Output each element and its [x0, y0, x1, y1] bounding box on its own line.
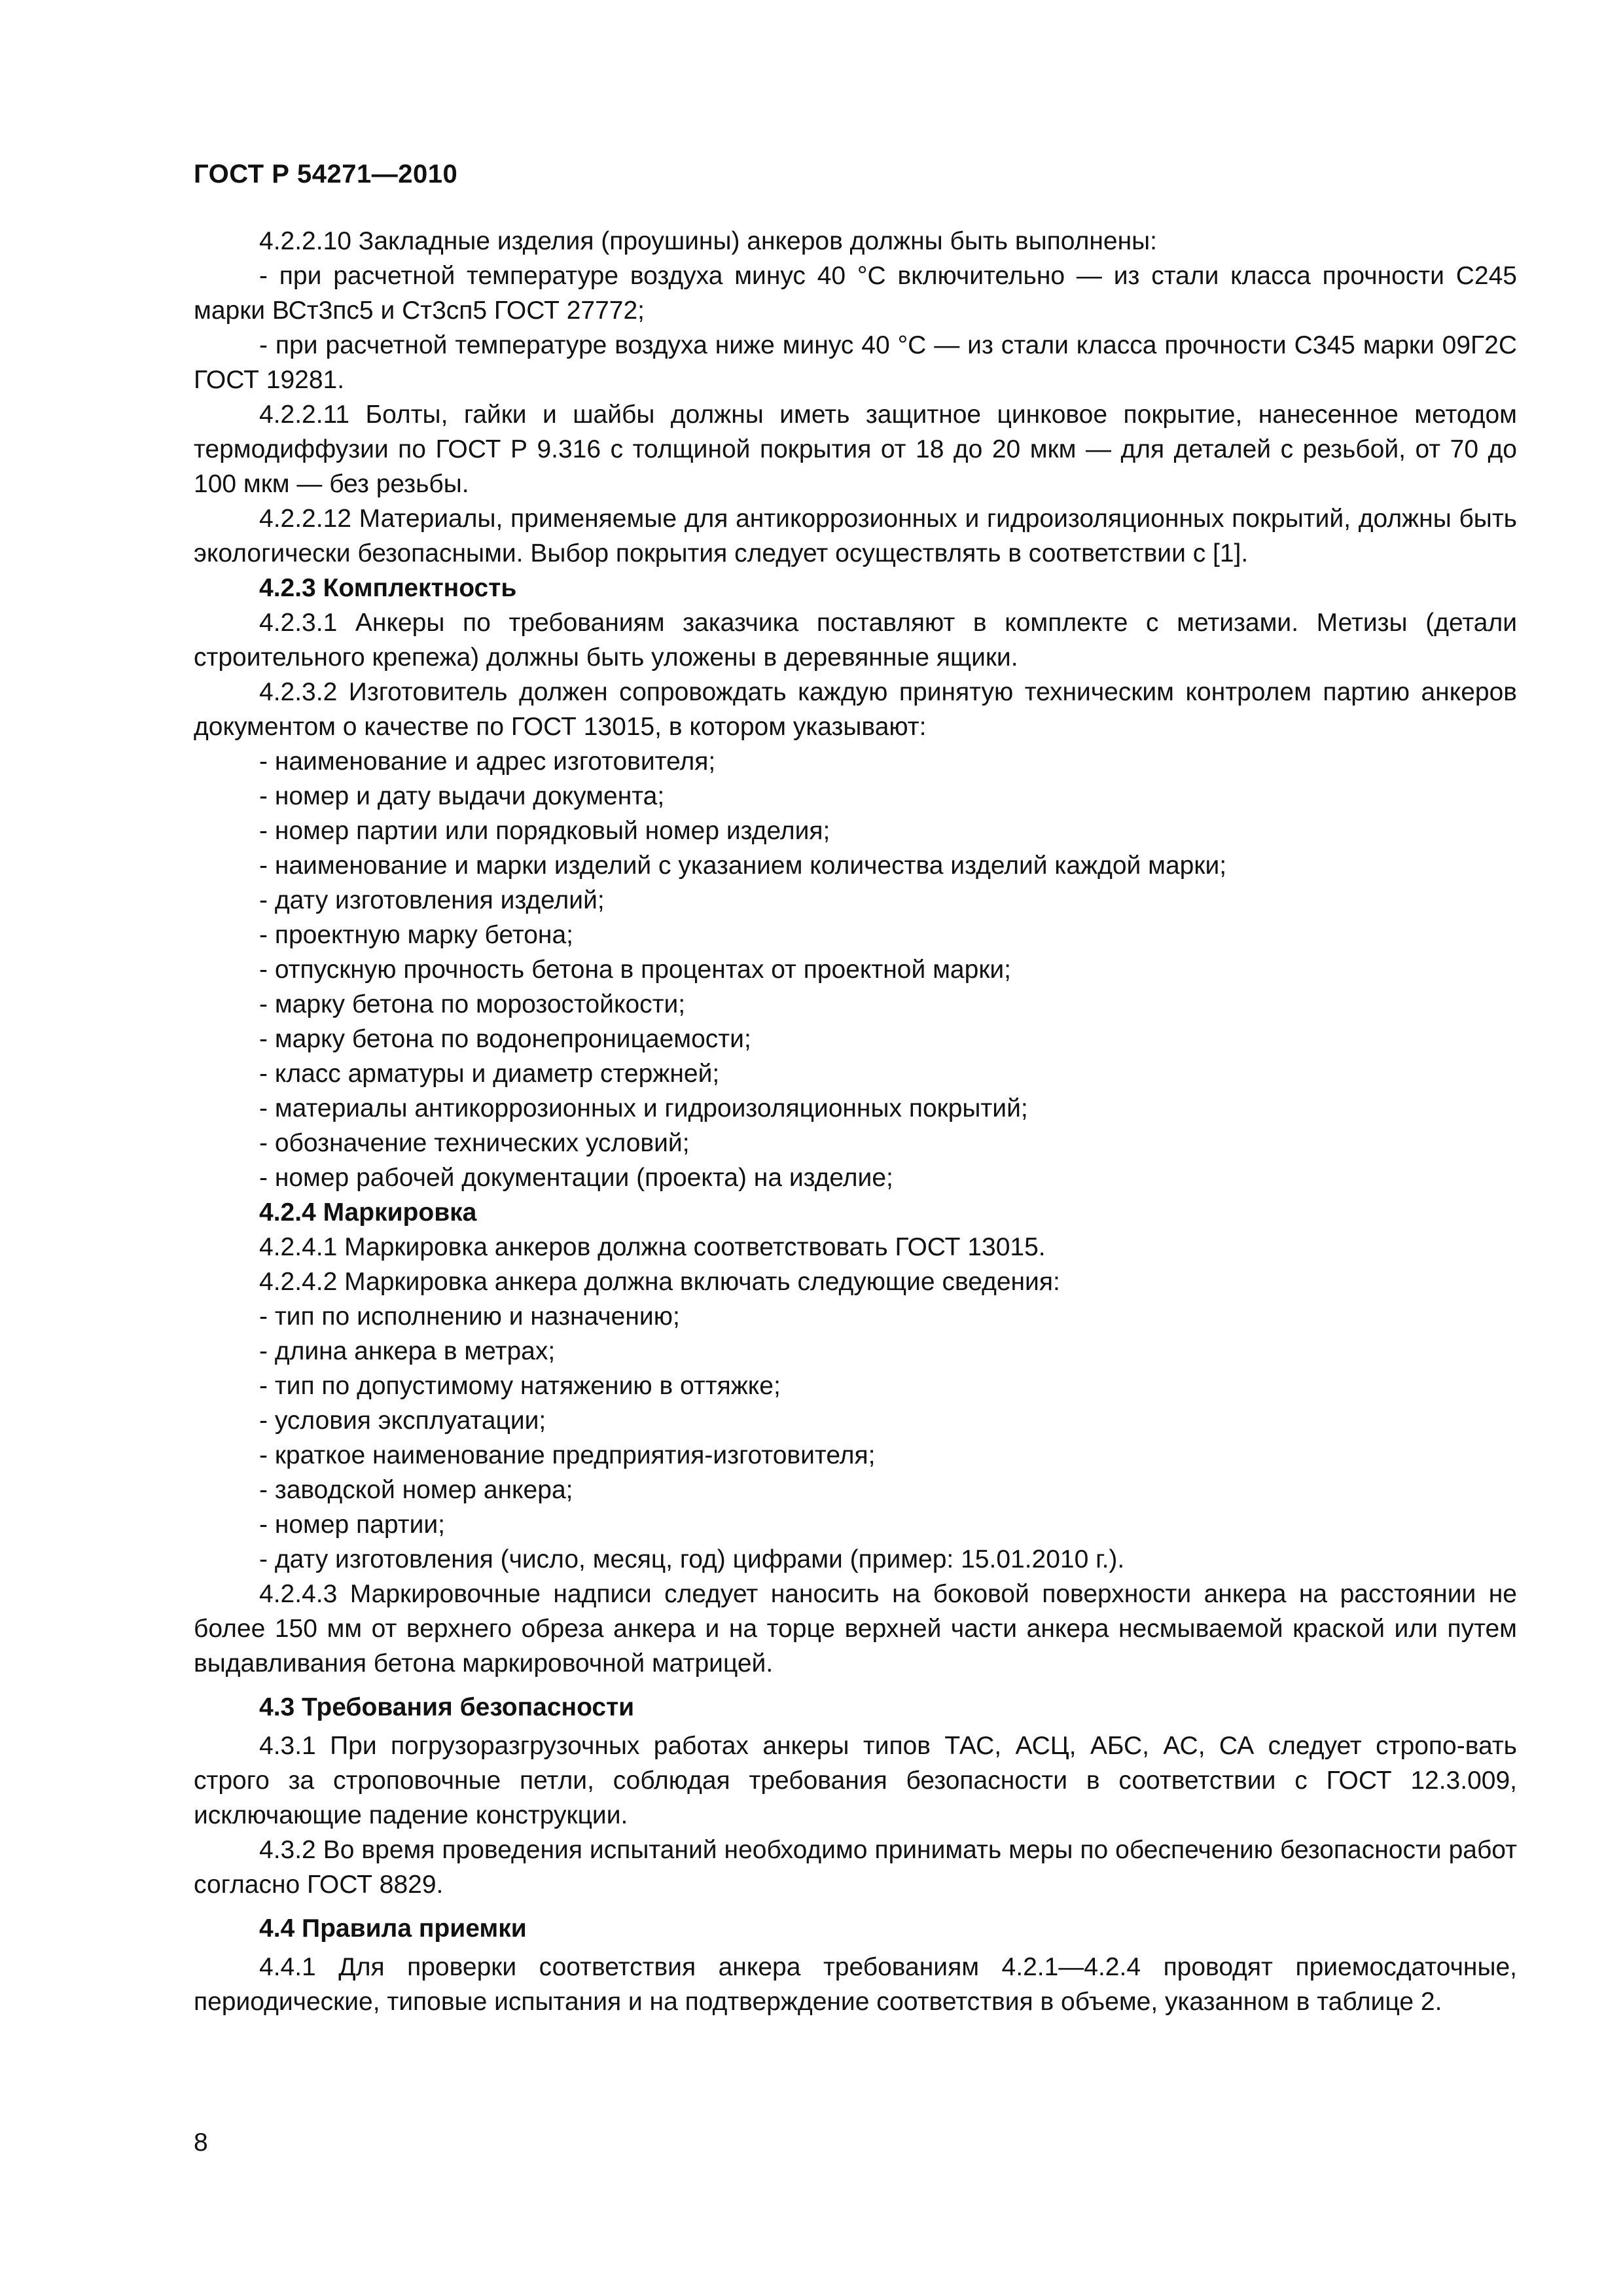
- paragraph-4-2-2-11: 4.2.2.11 Болты, гайки и шайбы должны иметь защитное цинковое покрытие, нанесенное методом термодиффузии по ГОСТ Р 9.316 с толщиной покрытия от 18 до 20 мкм — для деталей с резьбой, от 70 до 100 мкм — без резьбы.: [194, 401, 1517, 498]
- page-number: 8: [194, 2128, 208, 2157]
- list-item: - наименование и марки изделий с указанием количества изделий каждой марки;: [259, 852, 1227, 880]
- list-item: - наименование и адрес изготовителя;: [259, 747, 716, 776]
- heading-4-4: 4.4 Правила приемки: [259, 1914, 527, 1943]
- list-item: - материалы антикоррозионных и гидроизоляционных покрытий;: [259, 1094, 1028, 1122]
- standard-header: ГОСТ Р 54271—2010: [194, 160, 458, 188]
- paragraph-4-3-2: 4.3.2 Во время проведения испытаний необходимо принимать меры по обеспечению безопасности работ согласно ГОСТ 8829.: [194, 1836, 1517, 1899]
- list-item: - при расчетной температуре воздуха ниже минус 40 °С — из стали класса прочности С345 марки 09Г2С ГОСТ 19281.: [194, 331, 1517, 394]
- list-item: - проектную марку бетона;: [259, 921, 573, 949]
- list-item: - марку бетона по морозостойкости;: [259, 990, 686, 1018]
- list-item: - номер рабочей документации (проекта) на изделие;: [259, 1164, 893, 1192]
- list-item: - класс арматуры и диаметр стержней;: [259, 1060, 720, 1088]
- list-item: - при расчетной температуре воздуха минус 40 °С включительно — из стали класса прочности С245 марки ВСт3пс5 и Ст3сп5 ГОСТ 27772;: [194, 262, 1517, 325]
- list-item: - номер и дату выдачи документа;: [259, 782, 665, 810]
- heading-4-3: 4.3 Требования безопасности: [259, 1693, 635, 1721]
- marking-list: [194, 1299, 1517, 1577]
- list-item: - номер партии;: [259, 1511, 445, 1539]
- list-item: - тип по допустимому натяжению в оттяжке;: [259, 1372, 781, 1400]
- paragraph-4-2-4-2: 4.2.4.2 Маркировка анкера должна включать следующие сведения:: [259, 1268, 1060, 1296]
- paragraph-4-2-3-2: 4.2.3.2 Изготовитель должен сопровождать каждую принятую техническим контролем партию анкеров документом о качестве по ГОСТ 13015, в котором указывают:: [194, 678, 1517, 741]
- paragraph-4-2-4-3: 4.2.4.3 Маркировочные надписи следует наносить на боковой поверхности анкера на расстоянии не более 150 мм от верхнего обреза анкера и на торце верхней части анкера несмываемой краской или путем выдавливания бетона маркировочной матрицей.: [194, 1580, 1517, 1677]
- list-item: - дату изготовления изделий;: [259, 886, 605, 914]
- heading-4-2-3: 4.2.3 Комплектность: [259, 574, 517, 602]
- list-item: - дату изготовления (число, месяц, год) цифрами (пример: 15.01.2010 г.).: [259, 1545, 1125, 1573]
- list-item: - отпускную прочность бетона в процентах от проектной марки;: [259, 956, 1011, 984]
- paragraph-4-3-1: 4.3.1 При погрузоразгрузочных работах анкеры типов ТАС, АСЦ, АБС, АС, СА следует стропо-вать строго за строповочные петли, соблюдая требования безопасности в соответствии с ГОСТ 12.3.009, исключающие падение конструкции.: [194, 1732, 1517, 1829]
- paragraph-4-2-2-10: 4.2.2.10 Закладные изделия (проушины) анкеров должны быть выполнены:: [259, 227, 1157, 255]
- list-item: - длина анкера в метрах;: [259, 1337, 556, 1365]
- quality-document-list: [194, 744, 1517, 1195]
- paragraph-4-2-2-12: 4.2.2.12 Материалы, применяемые для антикоррозионных и гидроизоляционных покрытий, должны быть экологически безопасными. Выбор покрытия следует осуществлять в соответствии с [1].: [194, 505, 1517, 567]
- list-item: - обозначение технических условий;: [259, 1129, 690, 1157]
- paragraph-4-4-1: 4.4.1 Для проверки соответствия анкера требованиям 4.2.1—4.2.4 проводят приемосдаточные, периодические, типовые испытания и на подтверждение соответствия в объеме, указанном в таблице 2.: [194, 1953, 1517, 2016]
- paragraph-4-2-3-1: 4.2.3.1 Анкеры по требованиям заказчика поставляют в комплекте с метизами. Метизы (детали строительного крепежа) должны быть уложены в деревянные ящики.: [194, 609, 1517, 672]
- list-item: - номер партии или порядковый номер изделия;: [259, 817, 830, 845]
- heading-4-2-4: 4.2.4 Маркировка: [259, 1198, 477, 1227]
- list-item: - условия эксплуатации;: [259, 1407, 546, 1435]
- list-item: - краткое наименование предприятия-изготовителя;: [259, 1441, 876, 1469]
- list-item: - тип по исполнению и назначению;: [259, 1302, 680, 1331]
- list-item: - марку бетона по водонепроницаемости;: [259, 1025, 751, 1053]
- list-item: - заводской номер анкера;: [259, 1476, 573, 1504]
- paragraph-4-2-4-1: 4.2.4.1 Маркировка анкеров должна соответствовать ГОСТ 13015.: [259, 1233, 1046, 1261]
- document-body: [194, 224, 1517, 2019]
